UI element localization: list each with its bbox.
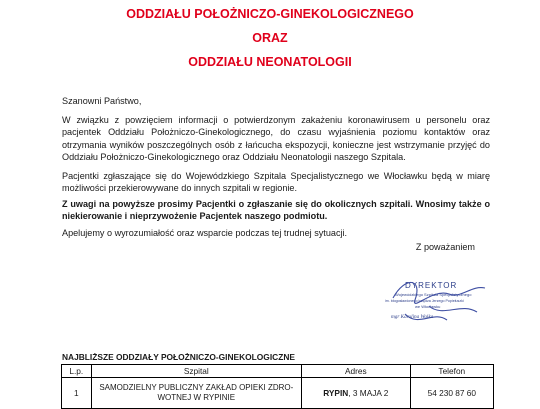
col-adres: Adres — [301, 365, 410, 378]
col-szpital: Szpital — [91, 365, 301, 378]
letter-greeting: Szanowni Państwo, — [62, 96, 142, 106]
letter-paragraph-3: Z uwagi na powyższe prosimy Pacjentki o zgłaszanie się do okolicznych szpitali. Wnosimy także o niekierowanie i nieprzywożenie Pacjentek naszego podmiotu. — [62, 199, 490, 222]
heading-line-2: ORAZ — [252, 31, 288, 45]
stamp-title: DYREKTOR — [405, 281, 458, 290]
col-lp: L.p. — [62, 365, 92, 378]
heading-line-3: ODDZIAŁU NEONATOLOGII — [188, 55, 352, 69]
cell-lp: 1 — [62, 378, 92, 409]
col-telefon: Telefon — [410, 365, 493, 378]
cell-szpital: SAMODZIELNY PUBLICZNY ZAKŁAD OPIEKI ZDRO-WOTNEJ W RYPINIE — [91, 378, 301, 409]
director-stamp-signature — [375, 268, 493, 338]
letter-paragraph-4: Apelujemy o wyrozumiałość oraz wsparcie podczas tej trudnej sytuacji. — [62, 228, 348, 238]
letter-closing: Z poważaniem — [415, 242, 475, 252]
heading-line-1: ODDZIAŁU POŁOŻNICZO-GINEKOLOGICZNEGO — [126, 7, 414, 21]
address-street: , 3 MAJA 2 — [348, 388, 389, 398]
stamp-signature-name: mgr Karolina Wolka — [391, 314, 434, 320]
letter-paragraph-2: Pacjentki zgłaszające się do Wojewódzkiego Szpitala Specjalistycznego we Włocławku będą w miarę możliwości przekierowywane do innych szpitali w regionie. — [62, 171, 490, 194]
table-header-row — [62, 365, 494, 378]
table-row — [62, 378, 494, 409]
letter-paragraph-1: W związku z powzięciem informacji o potwierdzonym zakażeniu koronawirusem u personelu oraz pacjentek Oddziału Położniczo-Ginekologicznego, do czasu wyjaśnienia poziomu kontaktów oraz otrzymania wyników poszczególnych osób z łańcucha ekspozycji, konieczne jest wstrzymanie przyjęć do Oddziału Położniczo-Ginekologicznego oraz Oddziału Neonatologii naszego Szpitala. — [62, 115, 490, 163]
address-city: RYPIN — [323, 388, 349, 398]
hospitals-table-title: NAJBLIŻSZE ODDZIAŁY POŁOŻNICZO-GINEKOLOGICZNE — [62, 352, 295, 362]
hospitals-table — [61, 364, 494, 409]
stamp-line-3: we Włocławku — [415, 304, 441, 309]
stamp-line-1: Wojewódzkiego Szpitala Specjalistycznego — [395, 292, 472, 297]
stamp-line-2: im. błogosławionego księdza Jerzego Popiełuszki — [385, 299, 464, 303]
cell-adres — [301, 378, 410, 409]
cell-telefon: 54 230 87 60 — [410, 378, 493, 409]
